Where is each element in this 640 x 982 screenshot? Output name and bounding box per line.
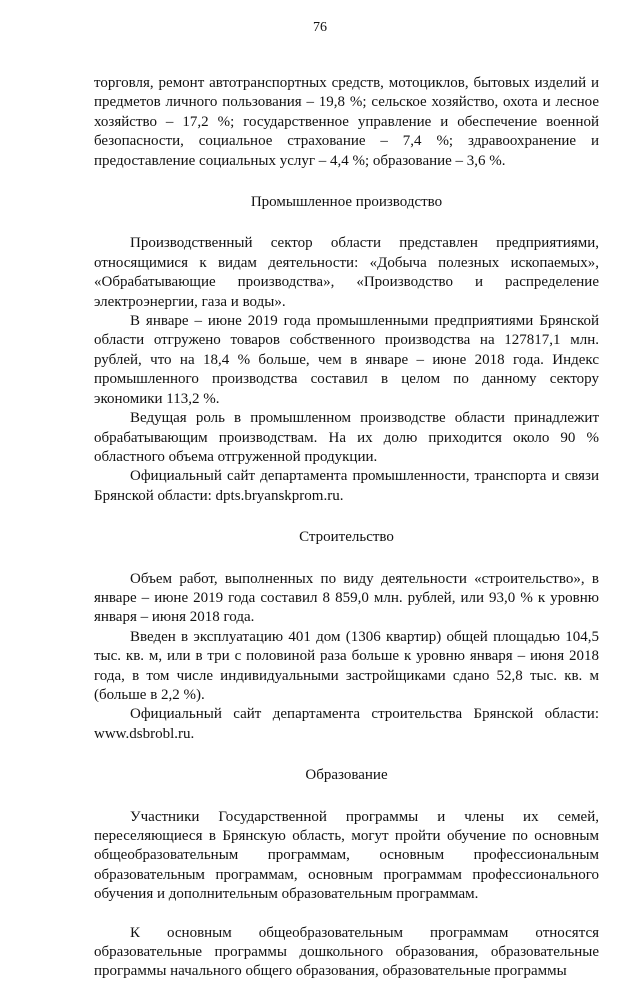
paragraph-industry-3: Ведущая роль в промышленном производстве области принадлежит обрабатывающим производствам. На их долю приходится около 90 % областного объема отгруженной продукции. — [94, 410, 599, 465]
document-body — [94, 74, 599, 982]
paragraph-industry-2: В январе – июне 2019 года промышленными предприятиями Брянской области отгружено товаров собственного производства на 127817,1 млн. рублей, что на 18,4 % больше, чем в январе – июне 2018 года. Индекс промышленного производства составил в целом по данному сектору экономики 113,2 %. — [94, 313, 599, 407]
paragraph-construction-1: Объем работ, выполненных по виду деятельности «строительство», в январе – июне 2019 года составил 8 859,0 млн. рублей, или 93,0 % к уровню января – июня 2018 года. — [94, 570, 599, 626]
paragraph-industry-1: Производственный сектор области представлен предприятиями, относящимися к видам деятельности: «Добыча полезных ископаемых», «Обрабатывающие производства», «Производство и распределение электроэнергии, газа и воды». — [94, 235, 599, 310]
section-heading-construction: Строительство — [299, 529, 394, 546]
section-heading-industry: Промышленное производство — [250, 194, 443, 211]
paragraph-construction-2: Введен в эксплуатацию 401 дом (1306 квартир) общей площадью 104,5 тыс. кв. м, или в три с половиной раза больше к уровню января – июня 2018 года, в том числе индивидуальными застройщиками сдано 52,8 тыс. кв. м (больше в 2,2 %). — [94, 628, 599, 703]
paragraph-industry-4: Официальный сайт департамента промышленности, транспорта и связи Брянской области: dpts.bryanskprom.ru. — [94, 468, 599, 504]
paragraph-education-1: Участники Государственной программы и члены их семей, переселяющиеся в Брянскую область, могут пройти обучение по основным общеобразовательным программам, основным профессиональным образовательным программам, основным программам профессионального обучения и дополнительным образовательным программам. — [94, 808, 599, 903]
paragraph-construction-3: Официальный сайт департамента строительства Брянской области: www.dsbrobl.ru. — [94, 706, 599, 742]
intro-paragraph: торговля, ремонт автотранспортных средств, мотоциклов, бытовых изделий и предметов личного пользования – 19,8 %; сельское хозяйство, охота и лесное хозяйство – 17,2 %; государственное управление и обеспечение военной безопасности, социальное страхование – 7,4 %; здравоохранение и предоставление социальных услуг – 4,4 %; образование – 3,6 %. — [94, 75, 599, 169]
section-heading-education: Образование — [305, 767, 388, 784]
paragraph-education-2: К основным общеобразовательным программам относятся образовательные программы дошкольного образования, образовательные программы начального общего образования, образовательные программы — [94, 924, 599, 980]
page-number: 76 — [313, 20, 327, 35]
